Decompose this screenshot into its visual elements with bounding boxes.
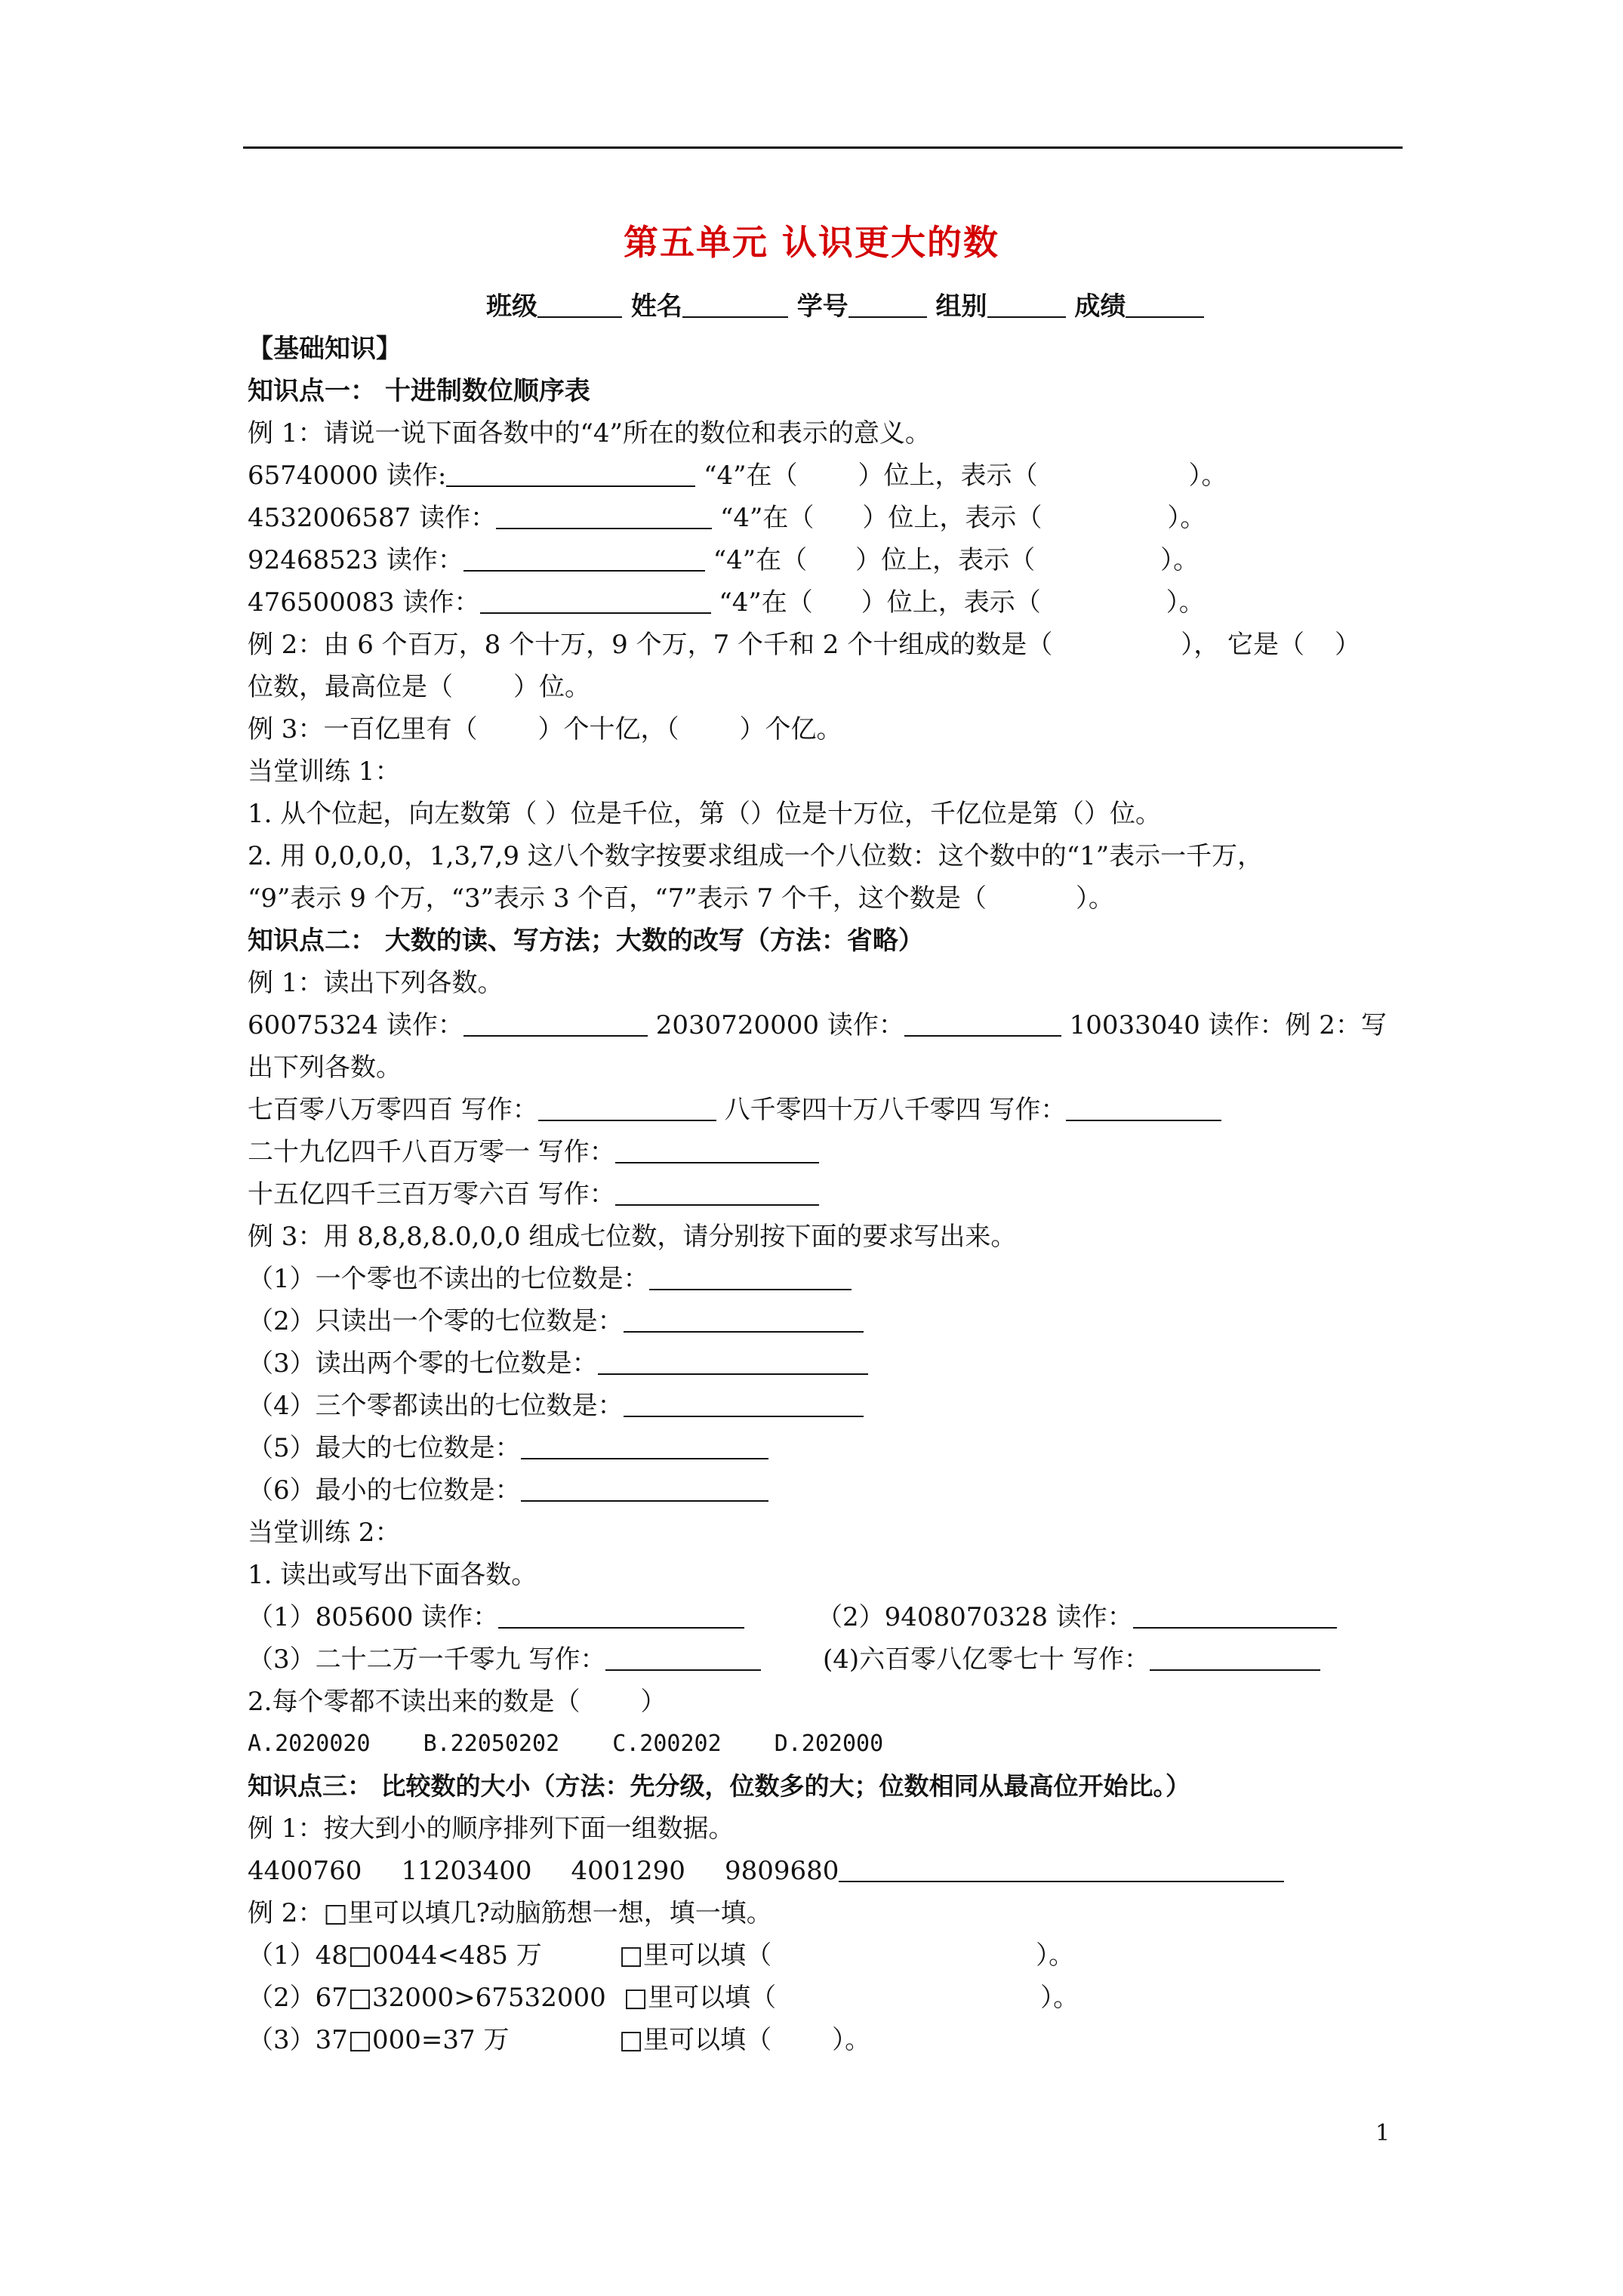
number-item: 4001290 xyxy=(571,1856,685,1886)
four-in-label: “4”在（ xyxy=(704,461,798,491)
item-blank[interactable] xyxy=(624,1308,864,1333)
kp2-train-1b xyxy=(817,1601,1337,1634)
ex2-text: 例 2：由 6 个百万，8 个十万，9 个万，7 个千和 2 个十组成的数是（ xyxy=(248,630,1053,660)
write-a-blank[interactable] xyxy=(538,1097,716,1121)
option-a[interactable]: A.2020020 xyxy=(248,1730,371,1757)
kp2-heading: 知识点二： 大数的读、写方法；大数的改写（方法：省略） xyxy=(248,926,924,956)
kp3-item-3 xyxy=(248,2023,509,2057)
read-blank[interactable] xyxy=(496,505,712,529)
kp2-ex3-item-3 xyxy=(248,1347,868,1380)
item-question: （2）67□32000>67532000 xyxy=(248,1983,606,2013)
page-number: 1 xyxy=(1375,2120,1390,2147)
option-d[interactable]: D.202000 xyxy=(774,1730,884,1757)
class-label: 班级 xyxy=(486,291,537,322)
ex3-text-c: ）个亿。 xyxy=(739,714,842,744)
row-end: ）。 xyxy=(1167,503,1206,533)
item-end: ）。 xyxy=(832,2025,871,2055)
read-blank[interactable] xyxy=(480,590,711,614)
kp3-ex1-prompt: 例 1：按大到小的顺序排列下面一组数据。 xyxy=(248,1814,735,1844)
section-basic-heading: 【基础知识】 xyxy=(248,334,402,364)
ex3-text: 例 3：一百亿里有（ xyxy=(248,714,478,744)
write-3-text: 十五亿四千三百万零六百 写作： xyxy=(248,1179,615,1210)
item-text: （2）只读出一个零的七位数是： xyxy=(248,1306,624,1336)
kp2-train-1a xyxy=(248,1601,744,1634)
read-b: 2030720000 读作： xyxy=(655,1010,904,1040)
page-title: 第五单元 认识更大的数 xyxy=(623,222,999,263)
class-blank[interactable] xyxy=(537,294,622,318)
option-b[interactable]: B.22050202 xyxy=(423,1730,560,1757)
read-c: 10033040 读作：例 2：写 xyxy=(1069,1010,1387,1040)
item-text: （1）一个零也不读出的七位数是： xyxy=(248,1264,649,1294)
item-end: ）。 xyxy=(1040,1983,1079,2013)
write-b-blank[interactable] xyxy=(1066,1097,1221,1121)
item-fill: □里可以填（ xyxy=(619,1940,772,1971)
t1d-blank[interactable] xyxy=(1150,1647,1320,1671)
read-b-blank[interactable] xyxy=(904,1012,1061,1037)
write-2-text: 二十九亿四千八百万零一 写作： xyxy=(248,1137,615,1167)
ex2-line2-text: 位数，最高位是（ xyxy=(248,672,453,702)
item-text: （3）读出两个零的七位数是： xyxy=(248,1348,598,1379)
id-blank[interactable] xyxy=(848,294,927,318)
kp2-train-1: 1. 读出或写出下面各数。 xyxy=(248,1560,537,1590)
item-text: （5）最大的七位数是： xyxy=(248,1433,521,1463)
t1d-text: (4)六百零八亿零七十 写作： xyxy=(823,1644,1150,1675)
kp1-row-4 xyxy=(248,586,1205,619)
kp2-ex3-item-1 xyxy=(248,1262,852,1296)
row-read-label: 读作： xyxy=(411,503,497,533)
item-fill: □里可以填（ xyxy=(624,1983,777,2013)
kp1-row-3 xyxy=(248,544,1199,577)
kp2-ex3-item-4 xyxy=(248,1389,864,1422)
t1a-text: （1）805600 读作： xyxy=(248,1602,499,1632)
row-read-label: 读作: xyxy=(378,461,447,491)
position-label: ）位上，表示（ xyxy=(861,587,1041,618)
score-label: 成绩 xyxy=(1074,291,1126,322)
option-c[interactable]: C.200202 xyxy=(612,1730,722,1757)
kp2-train-heading: 当堂训练 2： xyxy=(248,1518,401,1548)
id-label: 学号 xyxy=(796,291,848,322)
kp1-heading: 知识点一： 十进制数位顺序表 xyxy=(248,376,590,406)
row-read-label: 读作： xyxy=(394,587,480,618)
t1b-text: （2）9408070328 读作： xyxy=(817,1602,1133,1632)
item-blank[interactable] xyxy=(624,1393,864,1417)
kp2-train-2 xyxy=(248,1685,666,1718)
kp3-item-1-fill xyxy=(619,1939,1074,1972)
read-blank[interactable] xyxy=(446,463,695,487)
group-blank[interactable] xyxy=(987,294,1066,318)
item-blank[interactable] xyxy=(598,1351,868,1375)
t2-text: 2.每个零都不读出来的数是（ xyxy=(248,1687,581,1717)
kp2-ex1-prompt: 例 1：读出下列各数。 xyxy=(248,968,504,998)
four-in-label: “4”在（ xyxy=(713,545,808,575)
item-blank[interactable] xyxy=(649,1266,852,1290)
row-end: ）。 xyxy=(1160,545,1200,575)
row-end: ）。 xyxy=(1166,587,1205,618)
position-label: ）位上，表示（ xyxy=(855,545,1036,575)
kp2-read-line xyxy=(248,1009,1387,1042)
row-end: ）。 xyxy=(1188,461,1227,491)
read-a: 60075324 读作： xyxy=(248,1010,463,1040)
row-number: 476500083 xyxy=(248,587,395,618)
group-label: 组别 xyxy=(935,291,987,322)
kp2-train-1d xyxy=(823,1643,1320,1676)
kp2-ex3-prompt: 例 3：用 8,8,8,8.0,0,0 组成七位数，请分别按下面的要求写出来。 xyxy=(248,1222,1017,1252)
kp3-ex2-prompt: 例 2：□里可以填几?动脑筋想一想，填一填。 xyxy=(248,1898,772,1928)
row-number: 92468523 xyxy=(248,545,379,575)
kp3-heading: 知识点三： 比较数的大小（方法：先分级，位数多的大；位数相同从最高位开始比。） xyxy=(248,1771,1190,1801)
position-label: ）位上，表示（ xyxy=(858,461,1038,491)
kp2-write-1 xyxy=(248,1093,1221,1126)
kp2-options xyxy=(248,1727,883,1761)
kp3-item-2 xyxy=(248,1981,606,2014)
item-fill: □里可以填（ xyxy=(619,2025,772,2055)
name-label: 姓名 xyxy=(630,291,682,322)
kp1-ex1-prompt: 例 1：请说一说下面各数中的“4”所在的数位和表示的意义。 xyxy=(248,418,931,448)
t1c-text: （3）二十二万一千零九 写作： xyxy=(248,1644,606,1675)
item-text: （4）三个零都读出的七位数是： xyxy=(248,1391,624,1421)
item-blank[interactable] xyxy=(521,1478,768,1502)
position-label: ）位上，表示（ xyxy=(862,503,1042,533)
read-a-blank[interactable] xyxy=(463,1012,648,1037)
kp3-item-2-fill xyxy=(624,1981,1079,2014)
kp1-train-2-line1: 2. 用 0,0,0,0，1,3,7,9 这八个数字按要求组成一个八位数：这个数中的“1”表示一千万， xyxy=(248,841,1264,871)
row-read-label: 读作： xyxy=(378,545,463,575)
train2-text: “9”表示 9 个万，“3”表示 3 个百，“7”表示 7 个千，这个数是（ xyxy=(248,883,987,914)
kp2-train-1c xyxy=(248,1643,761,1676)
kp2-ex3-item-2 xyxy=(248,1305,864,1338)
kp1-train-heading: 当堂训练 1： xyxy=(248,757,401,787)
t1b-blank[interactable] xyxy=(1133,1604,1337,1629)
train2-end: ）。 xyxy=(1075,883,1114,914)
header-rule xyxy=(243,146,1403,149)
kp1-ex2-line1 xyxy=(248,628,1360,661)
student-info-line xyxy=(486,290,1204,323)
write-a: 七百零八万零四百 写作： xyxy=(248,1095,538,1125)
number-item: 4400760 xyxy=(248,1856,362,1886)
ex2-line2-end: ）位。 xyxy=(513,672,590,702)
item-text: （6）最小的七位数是： xyxy=(248,1475,521,1505)
write-b: 八千零四十万八千零四 写作： xyxy=(724,1095,1067,1125)
write-2-blank[interactable] xyxy=(615,1139,819,1163)
four-in-label: “4”在（ xyxy=(719,587,813,618)
four-in-label: “4”在（ xyxy=(719,503,815,533)
t1a-blank[interactable] xyxy=(498,1604,744,1629)
kp2-ex3-item-6 xyxy=(248,1474,768,1507)
t1c-blank[interactable] xyxy=(605,1647,761,1671)
row-number: 4532006587 xyxy=(248,503,411,533)
ex3-text-b: ）个十亿，（ xyxy=(537,714,679,744)
kp1-ex2-line2 xyxy=(248,670,590,704)
score-blank[interactable] xyxy=(1126,294,1204,318)
number-item: 11203400 xyxy=(401,1856,532,1886)
kp2-ex3-item-5 xyxy=(248,1432,768,1465)
item-question: （1）48□0044<485 万 xyxy=(248,1940,542,1971)
read-blank[interactable] xyxy=(463,547,705,572)
kp1-train-1: 1. 从个位起，向左数第（ ）位是千位，第（）位是十万位，千亿位是第（）位。 xyxy=(248,799,1162,829)
t2-end: ） xyxy=(640,1687,667,1717)
item-question: （3）37□000=37 万 xyxy=(248,2025,510,2055)
kp1-row-1 xyxy=(248,459,1227,492)
kp3-numbers xyxy=(248,1854,1284,1888)
kp2-read-line-cont: 出下列各数。 xyxy=(248,1052,402,1083)
ex2-text-c: ） xyxy=(1335,630,1361,660)
kp1-ex3 xyxy=(248,713,842,746)
kp3-item-1 xyxy=(248,1939,542,1972)
number-item: 9809680 xyxy=(724,1856,839,1886)
kp1-train-2-line2 xyxy=(248,882,1114,915)
kp1-row-2 xyxy=(248,501,1206,535)
ex2-text-b: ）， 它是（ xyxy=(1181,630,1305,660)
write-3-blank[interactable] xyxy=(615,1182,819,1206)
row-number: 65740000 xyxy=(248,461,379,491)
name-blank[interactable] xyxy=(682,294,788,318)
kp3-item-3-fill xyxy=(619,2023,870,2057)
kp2-write-3 xyxy=(248,1178,819,1211)
order-blank[interactable] xyxy=(839,1858,1284,1882)
kp2-write-2 xyxy=(248,1136,819,1169)
item-end: ）。 xyxy=(1036,1940,1075,1971)
item-blank[interactable] xyxy=(521,1435,768,1459)
